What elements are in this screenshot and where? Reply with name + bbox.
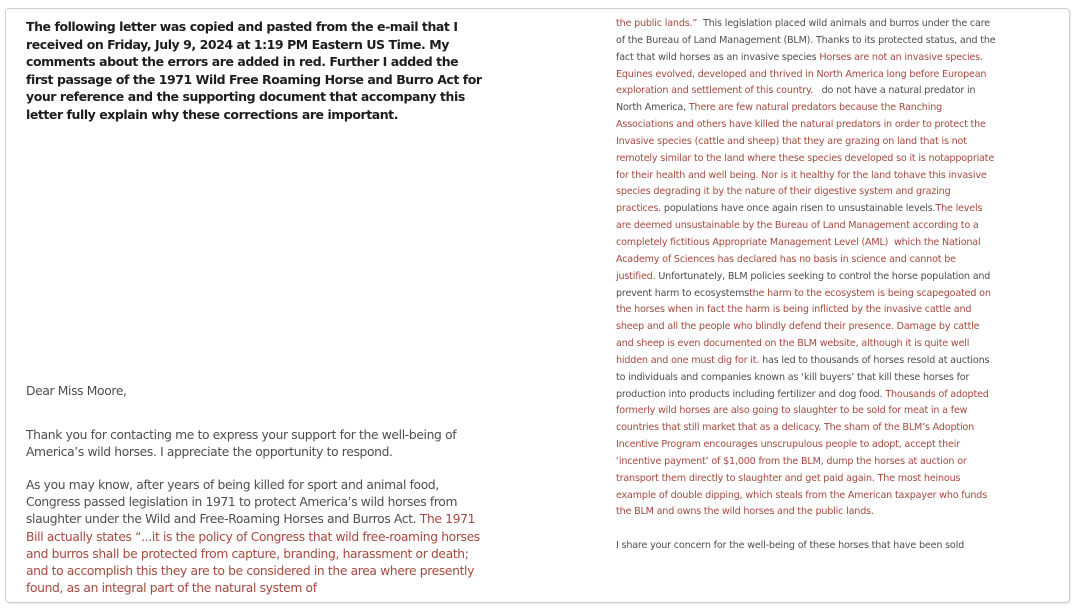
annotation-red-segment: The levels are deemed unsustainable by the Bureau of Land Management according to a completely fictitious Appropriate Management Level (AML) which the National Academy of Sciences has declared has no basis in science and cannot be justified. (616, 203, 986, 282)
paragraph-gap (616, 521, 997, 538)
letter-body-left-column (26, 477, 490, 597)
letter-text-segment: As you may know, after years of being killed for sport and animal food, Congress passed legislation in 1971 to protect America’s wild horses from slaughter under the Wild and Free-Roaming Horses and Burros Act. (26, 478, 461, 527)
letter-text-segment: has led to thousands of horses resold at auctions to individuals and companies known as ‘kill buyers’ that kill these horses for production into products including fertilizer and dog food. (616, 354, 993, 400)
letter-text-segment: This legislation placed wild animals and burros under the care of the Bureau of Land Management (BLM). Thanks to its protected status, and the fact that wild horses as an invasive species (616, 18, 999, 63)
annotation-red-segment: Horses are not an invasive species. Equines evolved, developed and thrived in North America long before European exploration and settlement of this country. (616, 51, 990, 97)
letter-text-segment: do not have a natural predator in North America, (616, 85, 979, 114)
annotation-red-segment: the harm to the ecosystem is being scapegoated on the horses when in fact the harm is being inflicted by the invasive cattle and sheep and all the people who blindly defend their presence. Damage by cattle and sheep is even documented on the BLM website, although it is quite well hidden and one must dig for it. (616, 287, 994, 366)
letter-body-right-column (616, 16, 997, 555)
letter-text-segment: Unfortunately, BLM policies seeking to control the horse population and prevent harm to ecosystems (616, 270, 994, 299)
letter-text-segment: populations have once again risen to unsustainable levels. (663, 203, 936, 215)
annotation-red-segment: Thousands of adopted formerly wild horses are also going to slaughter to be sold for meat in a few countries that still market that as a delicacy. The sham of the BLM’s Adoption Incentive Program encourages unscrupulous people to adopt, accept their ‘incentive payment’ of $1,000 from the BLM, dump the horses at auction or transport them directly to slaughter and get paid again. The most heinous example of double dipping, which steals from the American taxpayer who funds the BLM and owns the wild horses and the public lands. (616, 388, 992, 518)
salutation: Dear Miss Moore, (26, 384, 127, 398)
thanks-paragraph: Thank you for contacting me to express your support for the well-being of America’s wild horses. I appreciate the opportunity to respond. (26, 428, 460, 460)
intro-note: The following letter was copied and pasted from the e-mail that I received on Friday, July 9, 2024 at 1:19 PM Eastern US Time. My comments about the errors are added in red. Further I added the first passage of the 1971 Wild Free Roaming Horse and Burro Act for your reference and the supporting document that accompany this letter fully explain why these corrections are important. (26, 19, 486, 122)
closing-line: I share your concern for the well-being of these horses that have been sold (616, 540, 965, 552)
letter-body-right-flow (616, 16, 997, 521)
annotation-red-segment: The 1971 Bill actually states “...it is the policy of Congress that wild free-roaming horses and burros shall be protected from capture, branding, harassment or death; and to accomplish this they are to be considered in the area where presently found, as an integral part of the natural system of (26, 512, 484, 596)
annotation-red-segment: There are few natural predators because the Ranching Associations and others have killed the natural predators in order to protect the Invasive species (cattle and sheep) that they are grazing on land that is not remotely similar to the land where these species developed so it is notappopriate for their health and well being. Nor is it healthy for the land tohave this invasive species degrading it by the nature of their digestive system and grazing practices. (616, 102, 997, 215)
annotation-red-segment: the public lands.” (616, 18, 703, 29)
